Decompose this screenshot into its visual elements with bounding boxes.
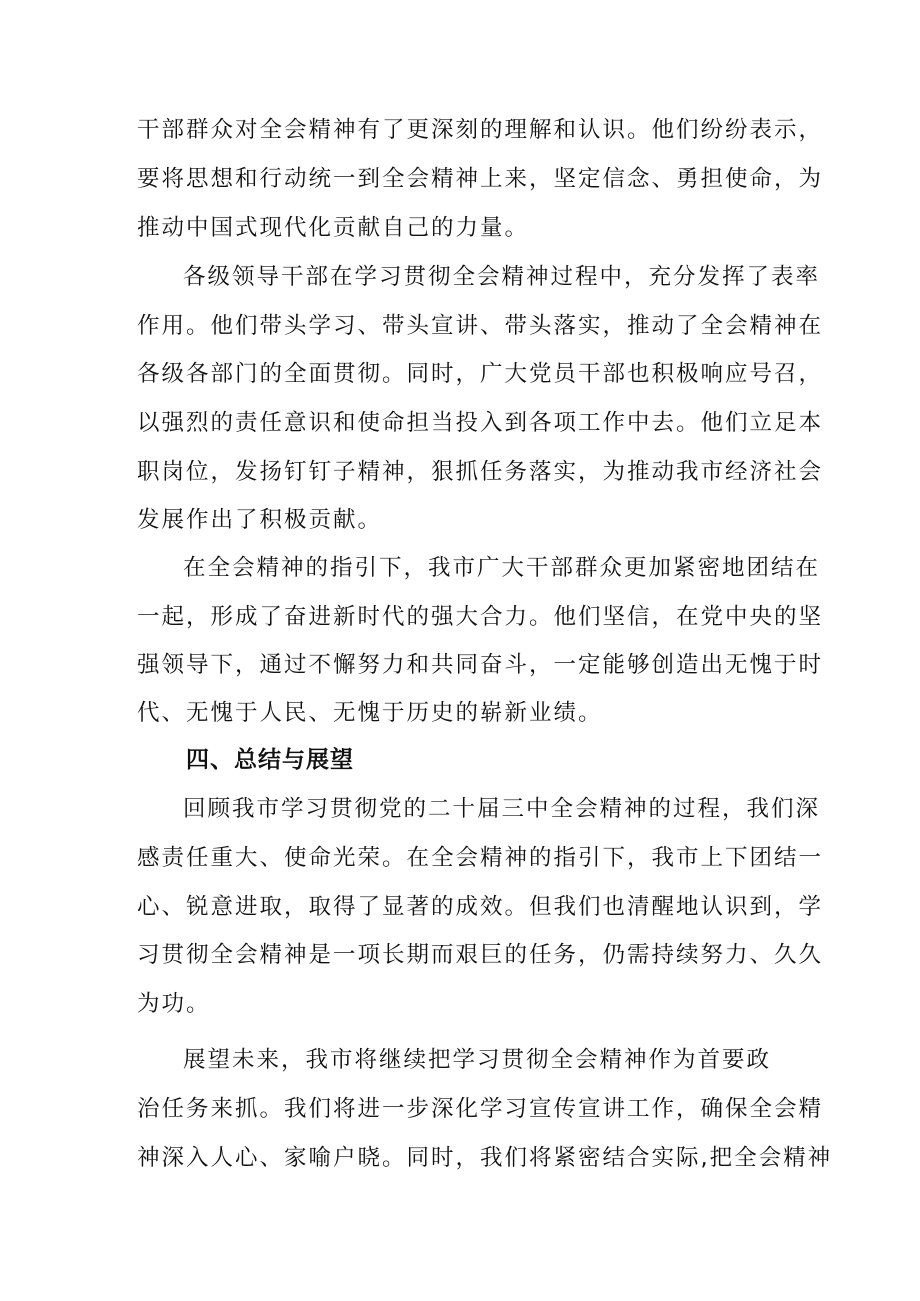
paragraph-4-line-5: 为功。: [137, 991, 211, 1017]
paragraph-2-line-6: 发展作出了积极贡献。: [137, 507, 383, 533]
paragraph-1-line-3: 推动中国式现代化贡献自己的力量。: [137, 215, 530, 241]
paragraph-3-line-2: 一起，形成了奋进新时代的强大合力。他们坚信，在党中央的坚: [137, 604, 824, 630]
paragraph-3-line-1: 在全会精神的指引下，我市广大干部群众更加紧密地团结在: [183, 555, 821, 581]
paragraph-3-line-4: 代、无愧于人民、无愧于历史的崭新业绩。: [137, 700, 603, 726]
paragraph-2-line-3: 各级各部门的全面贯彻。同时，广大党员干部也积极响应号召，: [137, 361, 824, 387]
paragraph-4-line-3: 心、锐意进取，取得了显著的成效。但我们也清醒地认识到，学: [137, 894, 824, 920]
paragraph-2-line-5: 职岗位，发扬钉钉子精神，狠抓任务落实，为推动我市经济社会: [137, 459, 824, 485]
section-heading: 四、总结与展望: [186, 747, 354, 773]
paragraph-2-line-1: 各级领导干部在学习贯彻全会精神过程中，充分发挥了表率: [183, 264, 821, 290]
paragraph-4-line-2: 感责任重大、使命光荣。在全会精神的指引下，我市上下团结一: [137, 845, 824, 871]
paragraph-3-line-3: 强领导下，通过不懈努力和共同奋斗，一定能够创造出无愧于时: [137, 652, 824, 678]
paragraph-5-line-1: 展望未来，我市将继续把学习贯彻全会精神作为首要政: [183, 1047, 772, 1073]
paragraph-5-line-2: 治任务来抓。我们将进一步深化学习宣传宣讲工作，确保全会精: [137, 1096, 824, 1122]
paragraph-2-line-2: 作用。他们带头学习、带头宣讲、带头落实，推动了全会精神在: [137, 313, 824, 339]
paragraph-2-line-4: 以强烈的责任意识和使命担当投入到各项工作中去。他们立足本: [137, 410, 824, 436]
paragraph-1-line-1: 干部群众对全会精神有了更深刻的理解和认识。他们纷纷表示，: [137, 117, 824, 143]
paragraph-1-line-2: 要将思想和行动统一到全会精神上来，坚定信念、勇担使命，为: [137, 166, 824, 192]
paragraph-4-line-4: 习贯彻全会精神是一项长期而艰巨的任务，仍需持续努力、久久: [137, 942, 824, 968]
paragraph-4-line-1: 回顾我市学习贯彻党的二十届三中全会精神的过程，我们深: [183, 796, 821, 822]
paragraph-5-line-3: 神深入人心、家喻户晓。同时，我们将紧密结合实际,把全会精神: [137, 1145, 833, 1171]
